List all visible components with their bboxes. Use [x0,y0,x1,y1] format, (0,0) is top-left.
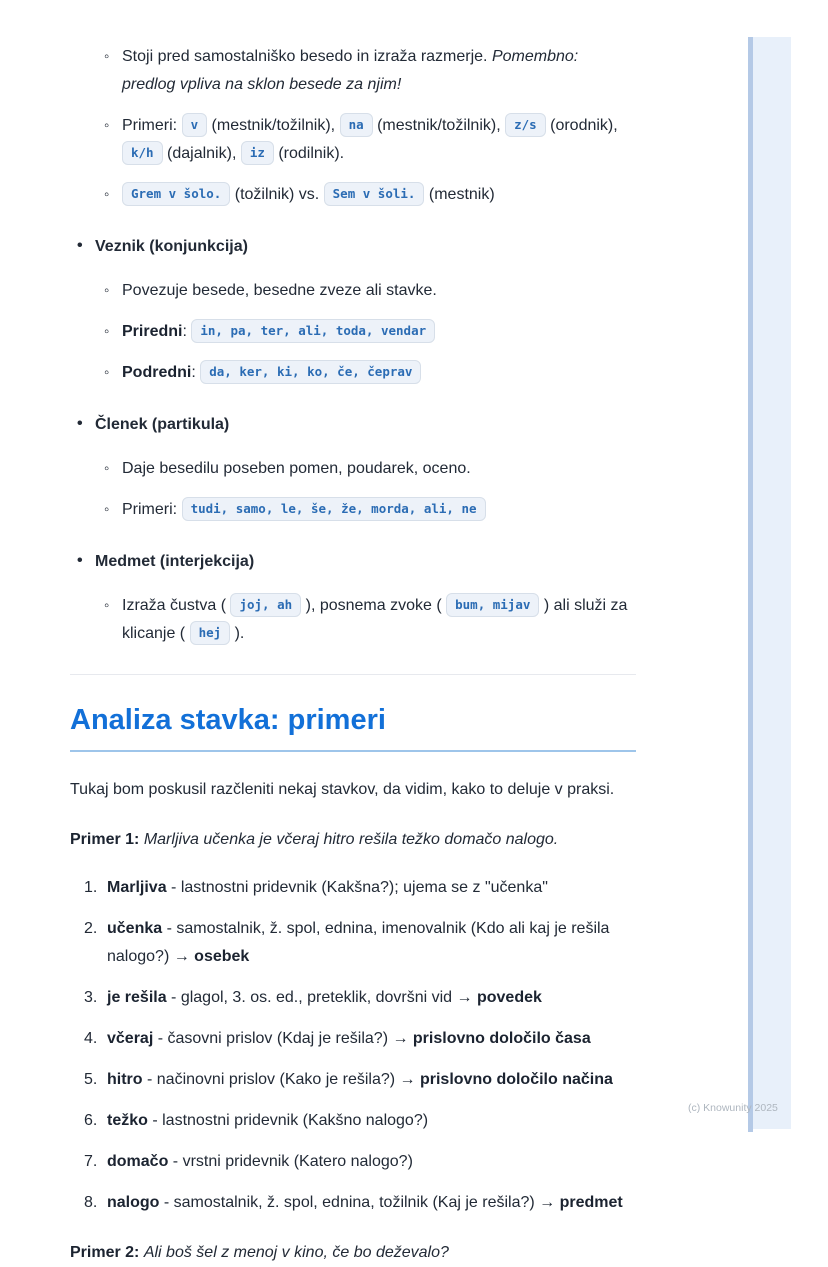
list-item-text: : [191,364,201,381]
list-item-text: ). [230,625,245,642]
list-item [70,277,636,305]
list-item-emphasis: Pomembno: predlog vpliva na sklon besede za njim! [122,48,579,93]
scrollbar-track[interactable] [752,37,791,1129]
primer1-label: Primer 1: [70,831,140,848]
list-item [70,496,636,524]
analysis-term: Marljiva [107,879,167,896]
item-number: 3. [84,989,98,1006]
code-badge: in, pa, ter, ali, toda, vendar [191,319,435,343]
list-item-text: : [182,323,192,340]
list-item [70,359,636,387]
code-badge: bum, mijav [446,593,539,617]
list-item [70,112,636,168]
primer1-sentence: Marljiva učenka je včeraj hitro rešila težko domačo nalogo. [143,831,559,848]
analysis-term: učenka [107,920,163,937]
item-number: 2. [84,920,98,937]
code-badge: joj, ah [230,593,301,617]
code-badge: tudi, samo, le, še, že, morda, ali, ne [182,497,486,521]
predlog-sublist [70,43,636,209]
list-item-text: Izraža čustva ( [122,597,231,614]
item-number: 5. [84,1071,98,1088]
primer2-paragraph [70,1239,636,1267]
list-item-label: Priredni [122,323,183,340]
item-number: 8. [84,1194,98,1211]
analysis-role: povedek [476,989,542,1006]
item-number: 1. [84,879,98,896]
analysis-role: osebek [194,948,250,965]
medmet-sublist [70,592,636,648]
code-badge: hej [190,621,231,645]
item-number: 6. [84,1112,98,1129]
watermark: (c) Knowunity 2025 [688,1102,778,1114]
analysis-desc: - časovni prislov (Kdaj je rešila?) → [153,1030,413,1047]
code-badge: Grem v šolo. [122,182,230,206]
analysis-item [70,1066,636,1094]
analysis-desc: - glagol, 3. os. ed., preteklik, dovršni vid → [166,989,477,1006]
analysis-item [70,915,636,971]
list-item-text: Daje besedilu poseben pomen, poudarek, oceno. [122,460,471,477]
veznik-sublist [70,277,636,387]
clenek-sublist [70,455,636,524]
analysis-desc: - načinovni prislov (Kako je rešila?) → [142,1071,420,1088]
item-number: 7. [84,1153,98,1170]
analysis-item [70,1189,636,1217]
analysis-item [70,874,636,902]
list-item-text: Primeri: [122,117,182,134]
list-item-text: (mestnik) [424,186,495,203]
code-badge: iz [241,141,274,165]
primer2-label: Primer 2: [70,1244,140,1261]
list-item-title: Veznik (konjunkcija) [95,238,248,255]
item-number: 4. [84,1030,98,1047]
code-badge: z/s [505,113,546,137]
code-badge: na [340,113,373,137]
list-item-text: (orodnik), [545,117,618,134]
list-item [70,592,636,648]
analysis-item [70,1148,636,1176]
list-item-title: Členek (partikula) [95,416,230,433]
analysis-list [70,874,636,1217]
analysis-role: predmet [559,1194,623,1211]
list-item-text: ), posnema zvoke ( [301,597,447,614]
list-item-medmet [70,548,636,576]
code-badge: Sem v šoli. [324,182,425,206]
list-item-clenek [70,411,636,439]
list-item-text: (mestnik/tožilnik), [207,117,340,134]
list-item-label: Podredni [122,364,192,381]
document-body [70,30,636,1267]
analysis-term: hitro [107,1071,143,1088]
analysis-desc: - lastnostni pridevnik (Kakšna?); ujema se z "učenka" [166,879,548,896]
section-divider [70,674,636,675]
list-item [70,181,636,209]
code-badge: k/h [122,141,163,165]
analysis-item [70,984,636,1012]
code-badge: da, ker, ki, ko, če, čeprav [200,360,421,384]
analysis-term: včeraj [107,1030,154,1047]
list-item [70,318,636,346]
list-item [70,455,636,483]
analysis-role: prislovno določilo časa [412,1030,591,1047]
page-heading: Analiza stavka: primeri [70,702,636,752]
code-badge: v [182,113,208,137]
analysis-item [70,1107,636,1135]
analysis-desc: - vrstni pridevnik (Katero nalogo?) [168,1153,413,1170]
analysis-term: domačo [107,1153,169,1170]
list-item [70,43,636,99]
intro-paragraph: Tukaj bom poskusil razčleniti nekaj stavkov, da vidim, kako to deluje v praksi. [70,781,615,798]
list-item-text: Primeri: [122,501,182,518]
list-item-text: (mestnik/tožilnik), [372,117,506,134]
scrollbar-thumb[interactable] [748,37,753,1132]
analysis-desc: - lastnostni pridevnik (Kakšno nalogo?) [147,1112,429,1129]
analysis-role: prislovno določilo načina [419,1071,613,1088]
primer1-paragraph [70,826,636,854]
list-item-veznik [70,233,636,261]
primer2-sentence: Ali boš šel z menoj v kino, če bo deževalo? [143,1244,449,1261]
list-item-text: (tožilnik) vs. [230,186,324,203]
analysis-term: težko [107,1112,148,1129]
analysis-desc: - samostalnik, ž. spol, ednina, imenovalnik (Kdo ali kaj je rešila nalogo?) → [107,920,610,965]
list-item-text: ) ali služi za klicanje ( [122,597,628,642]
list-item-title: Medmet (interjekcija) [95,553,255,570]
list-item-text: (rodilnik). [273,145,345,162]
list-item-text: Stoji pred samostalniško besedo in izraža razmerje. [122,48,492,65]
analysis-desc: - samostalnik, ž. spol, ednina, tožilnik (Kaj je rešila?) → [159,1194,560,1211]
analysis-item [70,1025,636,1053]
analysis-term: je rešila [107,989,167,1006]
list-item-text: Povezuje besede, besedne zveze ali stavke. [122,282,437,299]
list-item-text: (dajalnik), [162,145,241,162]
analysis-term: nalogo [107,1194,160,1211]
